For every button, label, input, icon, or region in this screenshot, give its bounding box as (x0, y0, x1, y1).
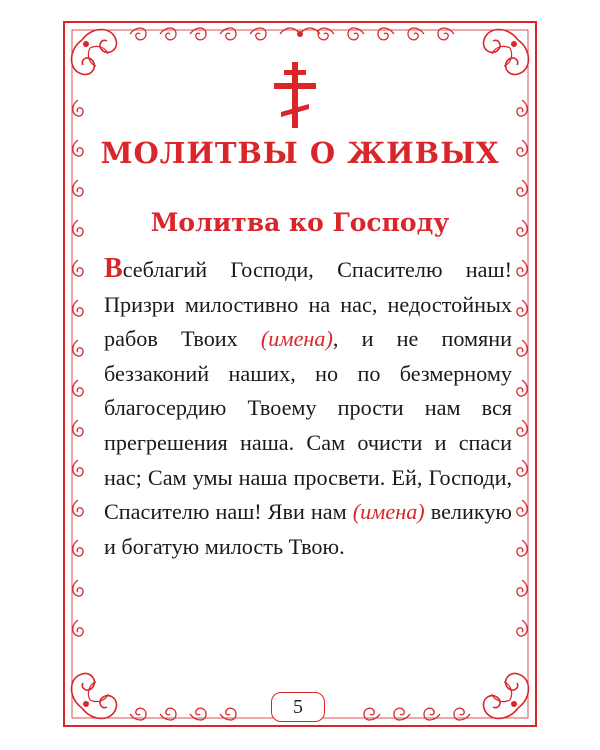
prayer-text-part-1: себлагий Господи, Спасителю наш! Призри милостивно на нас, недостойных рабов Твоих (104, 257, 512, 352)
names-note-2: (имена) (352, 499, 425, 525)
drop-cap: В (104, 253, 123, 284)
page-number: 5 (271, 692, 325, 722)
page-title: МОЛИТВЫ О ЖИВЫХ (100, 136, 500, 170)
orthodox-cross-icon (271, 62, 319, 128)
prayer-text (104, 252, 512, 564)
prayer-title: Молитва ко Господу (150, 208, 450, 237)
prayer-text-part-2: , и не помяни беззаконий наших, но по безмерному благосердию Твоему прости нам вся прегрешения наша. Сам очисти и спаси нас; Сам умы наша просвети. Ей, Господи, Спасителю наш! Яви нам (104, 326, 512, 525)
names-note-1: (имена) (260, 326, 333, 352)
prayer-text-part-3: великую и богатую милость Твою. (104, 499, 512, 559)
